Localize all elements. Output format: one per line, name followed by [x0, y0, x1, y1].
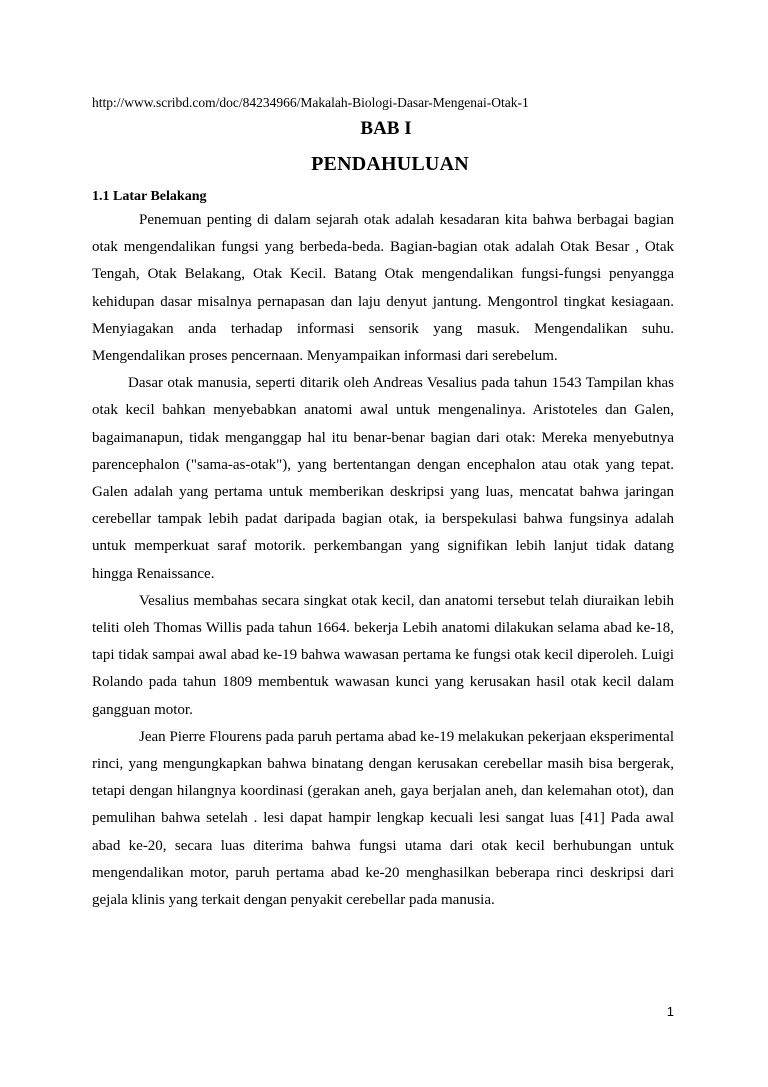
- paragraph: Dasar otak manusia, seperti ditarik oleh Andreas Vesalius pada tahun 1543 Tampilan khas otak kecil bahkan menyebabkan anatomi awal untuk mengenalinya. Aristoteles dan Galen, bagaimanapun, tidak menganggap hal itu benar-benar bagian dari otak: Mereka menyebutnya parencephalon ("sama-as-otak"), yang bertentangan dengan encephalon atau otak yang tepat. Galen adalah yang pertama untuk memberikan deskripsi yang luas, mencatat bahwa jaringan cerebellar tampak lebih padat daripada bagian otak, ia berspekulasi bahwa fungsinya adalah untuk memperkuat saraf motorik. perkembangan yang signifikan lebih lanjut tidak datang hingga Renaissance.: [92, 375, 674, 582]
- source-url: http://www.scribd.com/doc/84234966/Makalah-Biologi-Dasar-Mengenai-Otak-1: [92, 95, 529, 110]
- paragraph: Vesalius membahas secara singkat otak kecil, dan anatomi tersebut telah diuraikan lebih teliti oleh Thomas Willis pada tahun 1664. bekerja Lebih anatomi dilakukan selama abad ke-18, tapi tidak sampai awal abad ke-19 bahwa wawasan pertama ke fungsi otak kecil diperoleh. Luigi Rolando pada tahun 1809 membentuk wawasan kunci yang kerusakan hasil otak kecil dalam gangguan motor.: [92, 592, 674, 718]
- page-number: 1: [666, 1004, 674, 1019]
- paragraph: Penemuan penting di dalam sejarah otak adalah kesadaran kita bahwa berbagai bagian otak mengendalikan fungsi yang berbeda-beda. Bagian-bagian otak adalah Otak Besar , Otak Tengah, Otak Belakang, Otak Kecil. Batang Otak mengendalikan fungsi-fungsi penyangga kehidupan dasar misalnya pernapasan dan laju denyut jantung. Mengontrol tingkat kesiagaan. Menyiagakan anda terhadap informasi sensorik yang masuk. Mengendalikan suhu. Mengendalikan proses pencernaan. Menyampaikan informasi dari serebelum.: [92, 212, 674, 365]
- chapter-number: BAB I: [360, 118, 412, 139]
- section-heading: 1.1 Latar Belakang: [92, 189, 207, 204]
- body-text: [92, 207, 674, 914]
- paragraph: Jean Pierre Flourens pada paruh pertama abad ke-19 melakukan pekerjaan eksperimental rinci, yang mengungkapkan bahwa binatang dengan kerusakan cerebellar masih bisa bergerak, tetapi dengan hilangnya koordinasi (gerakan aneh, gaya berjalan aneh, dan kelemahan otot), dan pemulihan bahwa setelah . lesi dapat hampir lengkap kecuali lesi sangat luas [41] Pada awal abad ke-20, secara luas diterima bahwa fungsi utama dari otak kecil berhubungan untuk mengendalikan motor, paruh pertama abad ke-20 menghasilkan beberapa rinci deskripsi dari gejala klinis yang terkait dengan penyakit cerebellar pada manusia.: [92, 728, 674, 909]
- chapter-title: PENDAHULUAN: [311, 153, 469, 175]
